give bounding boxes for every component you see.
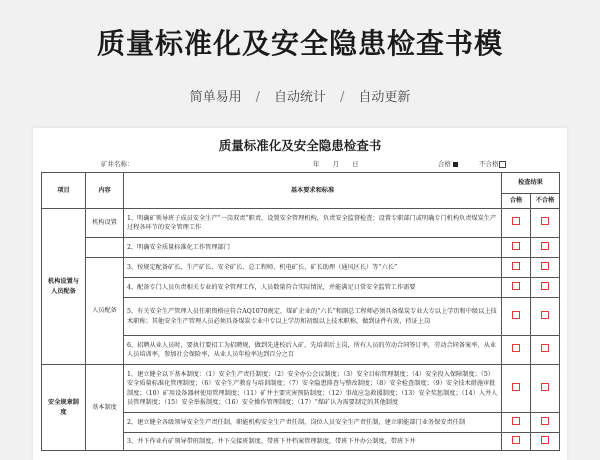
feature-easy: 简单易用 <box>189 90 242 105</box>
fail-checkbox[interactable] <box>541 417 549 425</box>
fail-label: 不合格 <box>479 160 499 168</box>
fail-checkbox[interactable] <box>541 262 549 270</box>
feature-auto-stats: 自动统计 <box>273 90 326 105</box>
banner-title: 质量标准化及安全隐患检查书模 <box>96 27 503 60</box>
mine-name-label: 矿井名称： <box>101 160 134 168</box>
separator: / <box>255 90 260 105</box>
fail-checkbox[interactable] <box>541 282 549 290</box>
fail-checkbox[interactable] <box>541 217 549 225</box>
row-requirement: 3、按规定配备矿长、生产矿长、安全矿长、总工程师、机电矿长、矿长助理（通风区长）等“六长” <box>124 258 502 278</box>
row-content: 人员配备 <box>86 258 124 365</box>
row-requirement: 5、有关安全生产管理人员任职资格应符合AQ1070规定，煤矿企业的“六长”和副总工程师必须具备煤炭专业大专以上学历和中级以上技术职称；其他安全生产管理人员必须具备煤炭专业中专以上学历和初级以上技术职称，做到证件有效，持证上岗 <box>124 298 502 336</box>
pass-checkbox[interactable] <box>512 344 520 352</box>
row-requirement: 4、配备专门人员负责相关专业的安全管理工作，人员数量符合实际情况，并能满足日常安全监管工作需要 <box>124 278 502 298</box>
header-result: 检查结果 <box>502 173 560 194</box>
table-row <box>42 258 560 278</box>
row-requirement: 6、招聘从业人员时，要执行要招工为招聘规，做到先进校后入矿，先培训后上岗，所有人员的劳动合同签订率，劳动合同备案率，从业人员培训率，参加社会保险率，从业人员年检率达到百分之百 <box>124 336 502 365</box>
fail-indicator <box>479 159 506 168</box>
header-content: 内容 <box>86 173 124 209</box>
fail-checkbox[interactable] <box>541 344 549 352</box>
document-preview <box>33 128 567 460</box>
row-content: 机构设置 <box>86 209 124 238</box>
feature-auto-update: 自动更新 <box>358 90 411 105</box>
pass-checkbox[interactable] <box>512 417 520 425</box>
row-content: 基本制度 <box>86 365 124 451</box>
pass-checkbox[interactable] <box>512 217 520 225</box>
header-pass: 合格 <box>502 194 531 209</box>
pass-checkbox[interactable] <box>512 242 520 250</box>
pass-checkbox[interactable] <box>512 383 520 391</box>
pass-indicator <box>438 159 458 168</box>
row-requirement: 1、建立健全以下基本制度：（1）安全生产责任制度；（2）安全办公会议制度；（3）安全目标管理制度；（4）安全投入保障制度；（5）安全质量标准化管理制度；（6）安全生产教育与培训制度；（7）安全隐患排查与整改制度；（8）安全检查制度；（9）安全技术措施审批制度；（10）矿用设备器材使用管理制度；（11）矿井主要灾害预防制度；（12）事故应急救援制度；（13）安全奖惩制度；（14）入井人员管理制度；（15）安全举报制度；（16）安全操作管理制度；（17）“煤矿认为需要制定的其他制度 <box>124 365 502 413</box>
pass-label: 合格 <box>438 160 451 168</box>
row-requirement: 1、明确矿领导班子成员安全生产“一岗双责”职责，设置安全管理机构，负责安全监督检查；设置专职部门或明确专门机构负责煤炭生产过程各环节的安全管理工作 <box>124 209 502 238</box>
row-requirement: 2、明确安全质量标准化工作管理部门 <box>124 238 502 258</box>
table-row <box>42 209 560 238</box>
pass-checkbox[interactable] <box>512 262 520 270</box>
row-requirement: 2、建立健全各级领导安全生产责任制，职能机构安全生产责任制，岗位人员安全生产责任制，建立职能部门业务保安责任制 <box>124 413 502 433</box>
table-row <box>42 365 560 413</box>
fail-checkbox[interactable] <box>541 383 549 391</box>
date-label: 年 月 日 <box>313 160 359 168</box>
pass-checkbox[interactable] <box>512 436 520 444</box>
fail-checkbox[interactable] <box>541 311 549 319</box>
section-item: 安全规章制度 <box>42 365 86 451</box>
empty-square-icon <box>499 161 506 168</box>
row-content <box>86 238 124 258</box>
fail-checkbox[interactable] <box>541 242 549 250</box>
document-title: 质量标准化及安全隐患检查书 <box>218 138 382 153</box>
header-requirement: 基本要求和标准 <box>124 173 502 209</box>
header-fail: 不合格 <box>531 194 560 209</box>
inspection-table <box>41 172 560 451</box>
row-requirement: 3、井下作业有矿领导带班制度，井下交接班制度，带班下井档案管理制度，带班下井办公制度，带班下井 <box>124 433 502 451</box>
pass-checkbox[interactable] <box>512 282 520 290</box>
feature-tagline <box>0 86 600 105</box>
header-item: 项目 <box>42 173 86 209</box>
table-row <box>42 238 560 258</box>
fail-checkbox[interactable] <box>541 436 549 444</box>
filled-square-icon <box>453 162 458 167</box>
section-item: 机构设置与人员配备 <box>42 209 86 365</box>
separator: / <box>340 90 345 105</box>
pass-checkbox[interactable] <box>512 311 520 319</box>
